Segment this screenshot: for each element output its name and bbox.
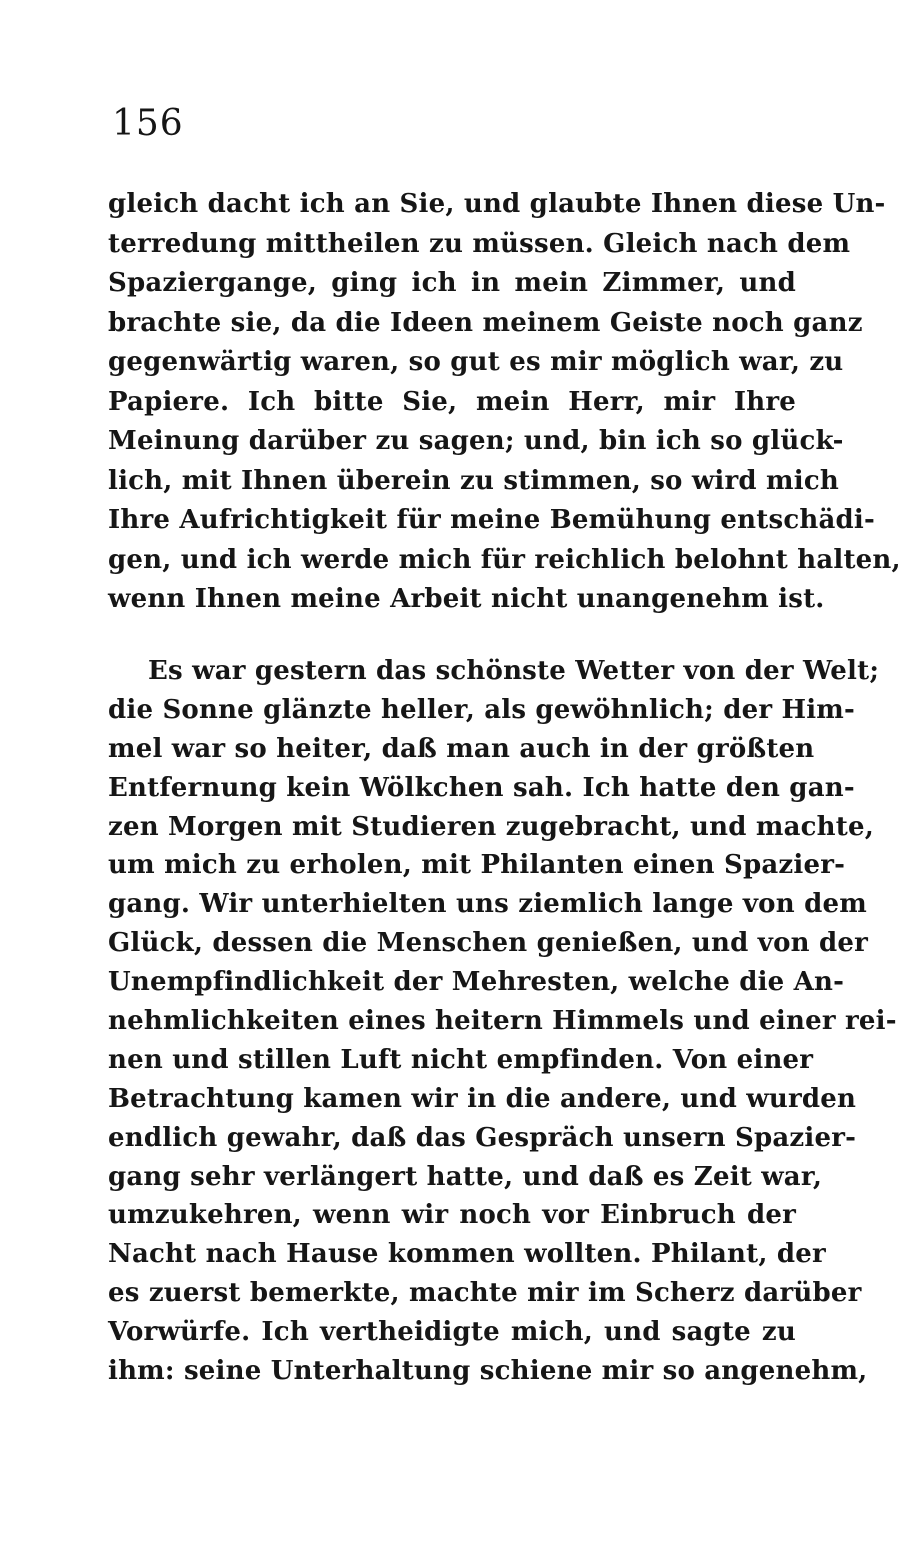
paragraph-1 [108, 185, 901, 620]
text-line: nen und stillen Luft nicht empfinden. Von einer [108, 1044, 814, 1075]
text-line: gleich dacht ich an Sie, und glaubte Ihnen diese Un- [108, 189, 886, 219]
text-line: gang. Wir unterhielten uns ziemlich lange von dem [108, 889, 867, 920]
text-line: Meinung darüber zu sagen; und, bin ich so glück- [108, 426, 844, 456]
paragraph-2 [108, 652, 897, 1391]
text-line: Vorwürfe. Ich vertheidigte mich, und sagte zu [108, 1317, 796, 1348]
text-line: endlich gewahr, daß das Gespräch unsern Spazier- [108, 1122, 857, 1153]
text-line: Unempfindlichkeit der Mehresten, welche die An- [108, 967, 845, 998]
text-line: Spaziergange, ging ich in mein Zimmer, und [108, 268, 796, 298]
text-line: gen, und ich werde mich für reichlich belohnt halten, [108, 544, 901, 575]
text-line: zen Morgen mit Studieren zugebracht, und machte, [108, 811, 874, 842]
text-line: gang sehr verlängert hatte, und daß es Zeit war, [108, 1161, 823, 1192]
text-line: terredung mittheilen zu müssen. Gleich nach dem [108, 228, 851, 259]
text-line: gegenwärtig waren, so gut es mir möglich war, zu [108, 347, 844, 377]
text-line: mel war so heiter, daß man auch in der größten [108, 733, 815, 764]
text-line: brachte sie, da die Ideen meinem Geiste noch ganz [108, 307, 863, 338]
text-line: nehmlichkeiten eines heitern Himmels und einer rei- [108, 1006, 897, 1037]
text-line: ihm: seine Unterhaltung schiene mir so angenehm, [108, 1356, 868, 1387]
text-line: wenn Ihnen meine Arbeit nicht unangenehm ist. [108, 584, 825, 614]
text-line: Es war gestern das schönste Wetter von der Welt; [148, 656, 880, 686]
text-line: um mich zu erholen, mit Philanten einen Spazier- [108, 850, 846, 881]
text-line: Betrachtung kamen wir in die andere, und wurden [108, 1083, 857, 1114]
page-number: 156 [112, 103, 184, 144]
text-line: umzukehren, wenn wir noch vor Einbruch der [108, 1200, 796, 1231]
text-line: Nacht nach Hause kommen wollten. Philant, der [108, 1239, 826, 1270]
text-line: es zuerst bemerkte, machte mir im Scherz darüber [108, 1278, 862, 1309]
text-line: Ihre Aufrichtigkeit für meine Bemühung entschädi- [108, 505, 875, 535]
text-line: Papiere. Ich bitte Sie, mein Herr, mir Ihre [108, 386, 796, 417]
text-line: Glück, dessen die Menschen genießen, und von der [108, 928, 868, 959]
text-line: die Sonne glänzte heller, als gewöhnlich; der Him- [108, 694, 856, 725]
text-line: lich, mit Ihnen überein zu stimmen, so wird mich [108, 465, 839, 496]
text-line: Entfernung kein Wölkchen sah. Ich hatte den gan- [108, 772, 855, 803]
